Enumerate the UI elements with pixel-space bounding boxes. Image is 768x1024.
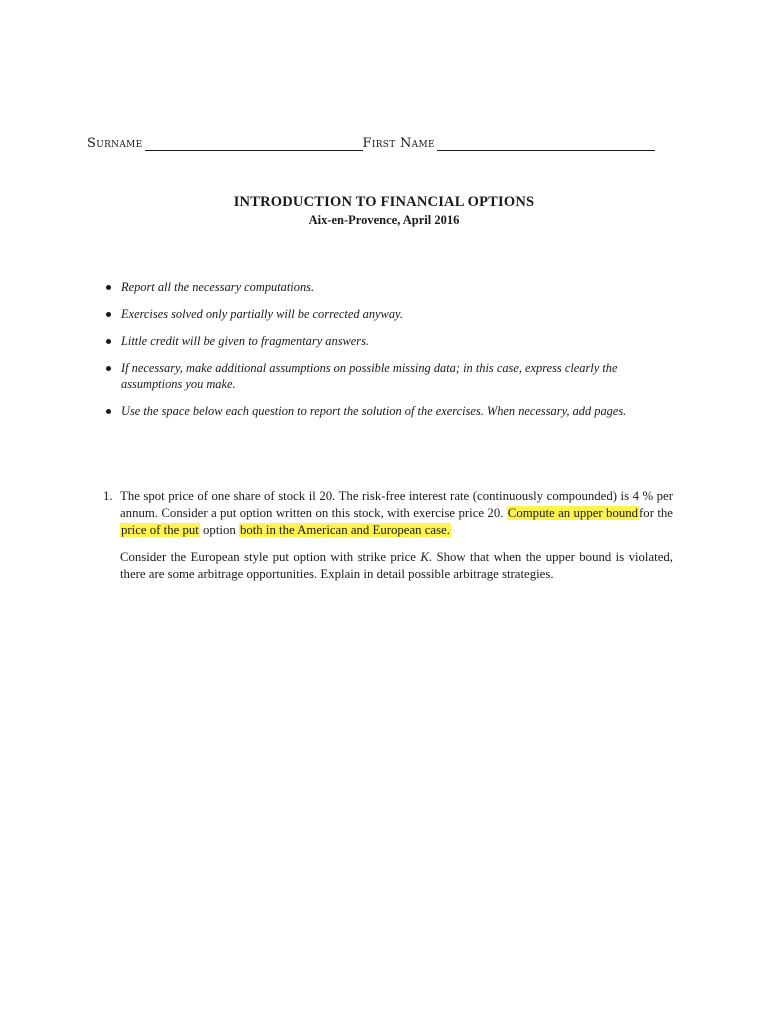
instruction-text: Report all the necessary computations. [121,280,315,294]
instruction-item [106,403,672,419]
bullet-icon [106,366,111,371]
instruction-text: Use the space below each question to report the solution of the exercises. When necessary, add pages. [121,404,627,418]
name-fields [87,131,671,151]
exam-subtitle: Aix-en-Provence, April 2016 [308,213,460,227]
question-body [120,488,673,583]
instructions-list [106,279,672,430]
bullet-icon [106,312,111,317]
instruction-text: Exercises solved only partially will be corrected anyway. [121,307,403,321]
question-text: The spot price of one share of stock il 20. The risk-free interest rate (continuously compounded) is 4 % per annum. Consider a put option written on this stock, with exercise price 20. [120,489,673,520]
bullet-icon [106,339,111,344]
exam-title: INTRODUCTION TO FINANCIAL OPTIONS [233,194,535,210]
question-paragraph-1 [120,488,673,539]
bullet-icon [106,409,111,414]
highlighted-text: both in the American and European case. [239,523,450,537]
question-text: for the [639,506,673,520]
bullet-icon [106,285,111,290]
question-text: option [203,523,236,537]
surname-field[interactable] [145,136,363,151]
instruction-item [106,279,672,295]
first-name-label: First Name [362,136,435,151]
question-paragraph-2 [120,549,673,583]
instruction-text: If necessary, make additional assumptions on possible missing data; in this case, express clearly the assumptions you make. [121,361,618,391]
question-text: . Show that when the upper bound is violated, there are some arbitrage opportunities. Explain in detail possible arbitrage strategies. [120,550,673,581]
question-1 [103,488,673,593]
instruction-text: Little credit will be given to fragmentary answers. [121,334,370,348]
instruction-item [106,306,672,322]
instruction-item [106,333,672,349]
math-variable: K [420,550,429,564]
surname-label: Surname [87,136,143,151]
first-name-field[interactable] [437,136,655,151]
question-number: 1. [103,489,113,503]
highlighted-text: price of the put [121,523,199,537]
instruction-item [106,360,672,392]
question-text: Consider the European style put option with strike price [120,550,416,564]
highlighted-text: Compute an upper bound [507,506,639,520]
